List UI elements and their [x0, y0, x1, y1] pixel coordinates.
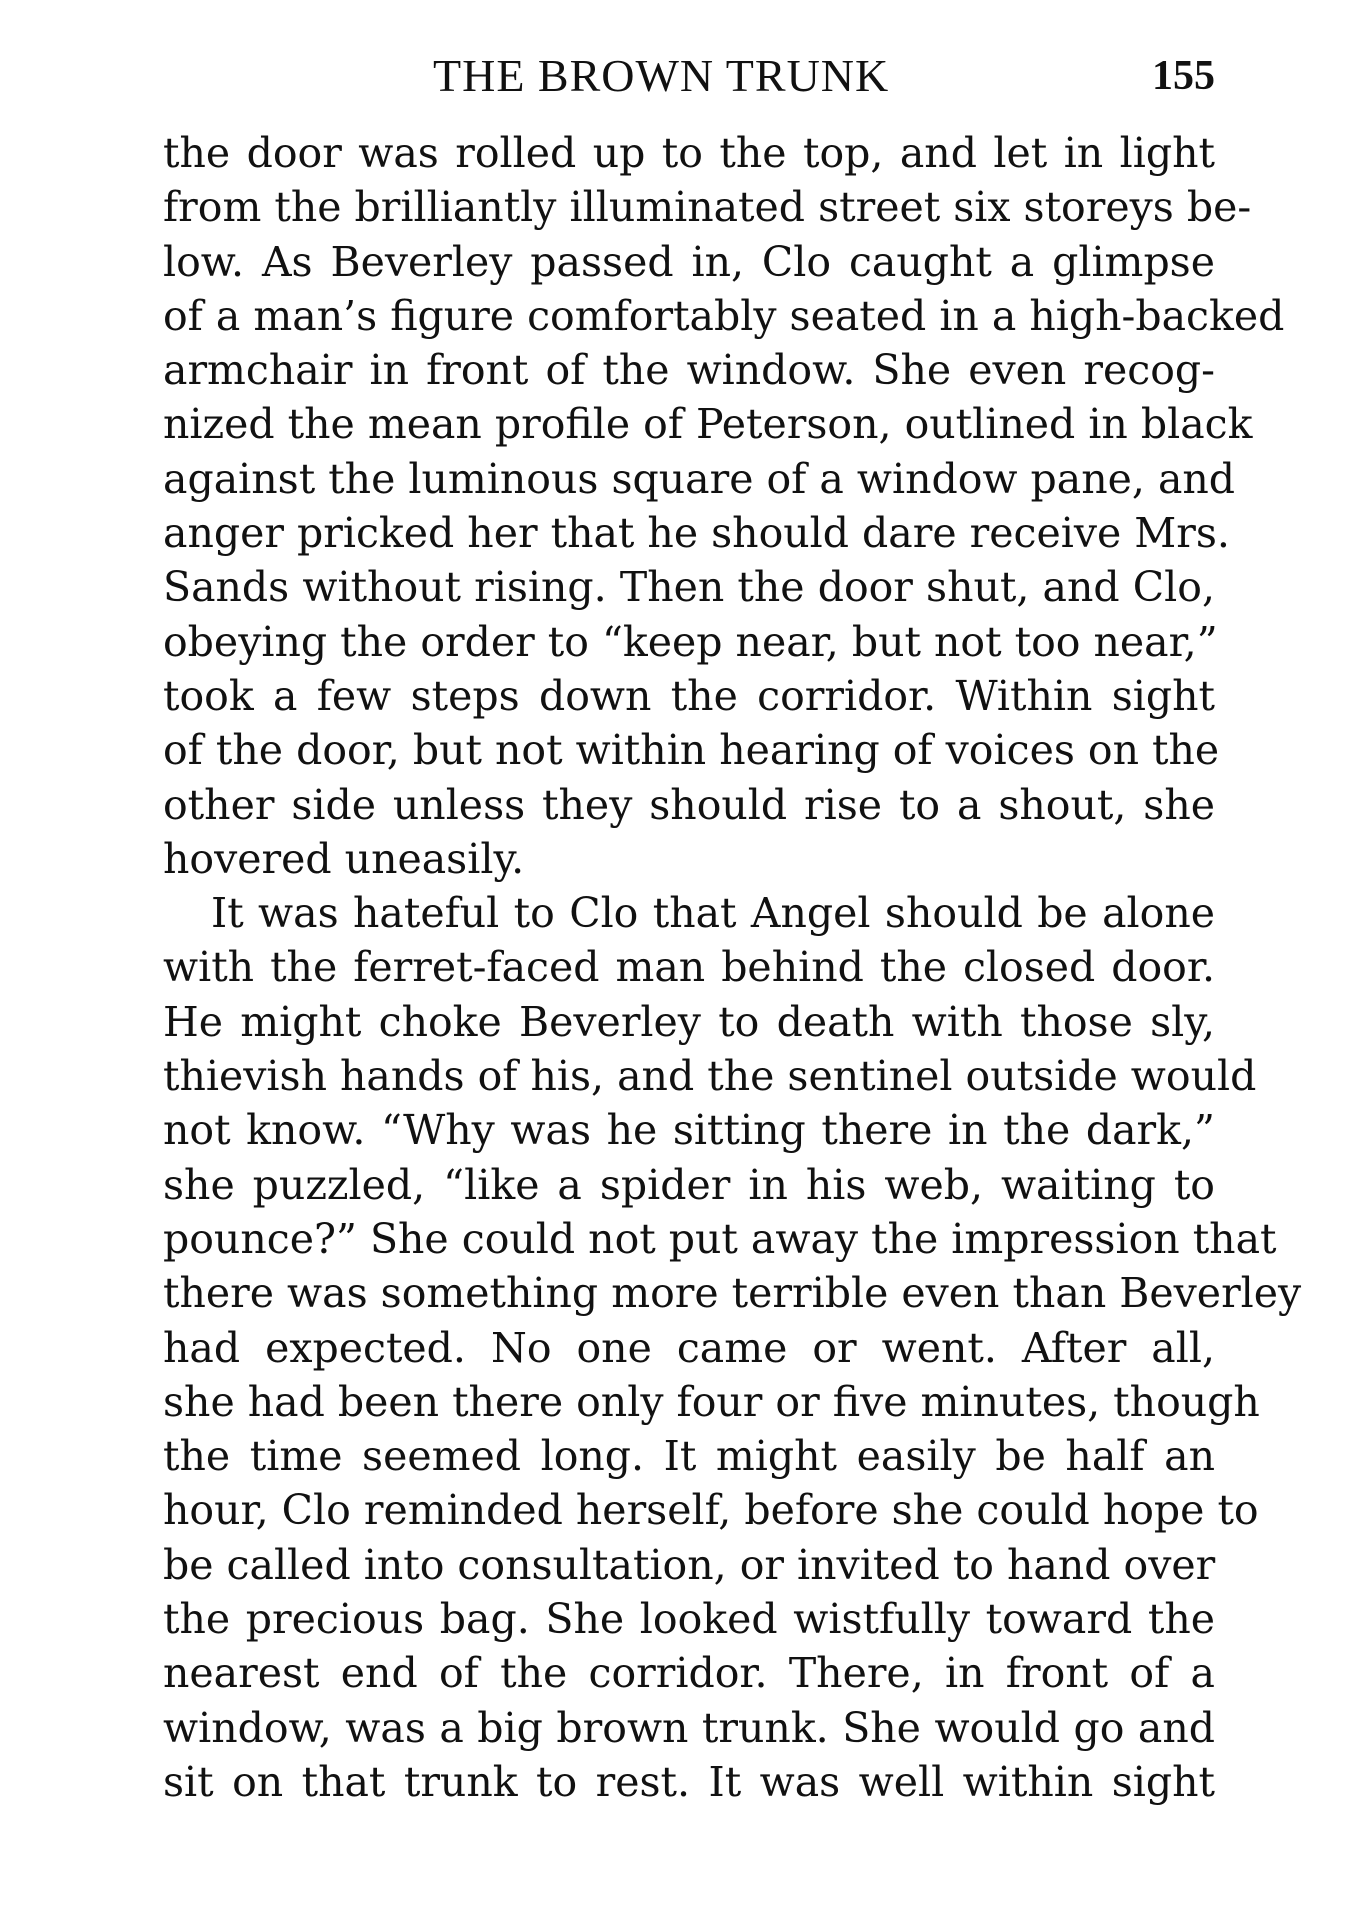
text-line: she puzzled, “like a spider in his web, waiting to [163, 1160, 1215, 1209]
text-line: obeying the order to “keep near, but not too near,” [163, 617, 1218, 666]
text-line: took a few steps down the corridor. Within sight [163, 671, 1215, 720]
text-line: with the ferret-faced man behind the closed door. [163, 943, 1215, 992]
running-title: THE BROWN TRUNK [433, 50, 890, 101]
text-line: window, was a big brown trunk. She would go and [163, 1703, 1215, 1752]
paragraph-end-line: hovered uneasily. [163, 834, 525, 883]
text-line: be called into consultation, or invited to hand over [163, 1540, 1216, 1589]
text-line: hour, Clo reminded herself, before she could hope to [163, 1486, 1259, 1535]
text-line: nearest end of the corridor. There, in front of a [163, 1649, 1215, 1698]
page-number: 155 [1152, 53, 1215, 99]
paragraph-start-line: It was hateful to Clo that Angel should be alone [211, 889, 1215, 938]
text-line: low. As Beverley passed in, Clo caught a glimpse [163, 237, 1215, 286]
text-line: there was something more terrible even than Beverley [163, 1269, 1302, 1318]
text-line: of the door, but not within hearing of voices on the [163, 726, 1220, 775]
text-line: anger pricked her that he should dare receive Mrs. [163, 509, 1230, 558]
text-line: nized the mean profile of Peterson, outlined in black [163, 400, 1253, 449]
text-line: other side unless they should rise to a shout, she [163, 780, 1215, 829]
running-head [163, 44, 1215, 108]
text-line: she had been there only four or five minutes, though [163, 1377, 1260, 1426]
text-line: He might choke Beverley to death with those sly, [163, 997, 1215, 1046]
text-line: armchair in front of the window. She even recog- [163, 346, 1215, 395]
text-line: sit on that trunk to rest. It was well within sight [163, 1757, 1215, 1806]
text-line: thievish hands of his, and the sentinel outside would [163, 1052, 1257, 1101]
text-line: the door was rolled up to the top, and let in light [163, 129, 1215, 177]
text-line: pounce?” She could not put away the impression that [163, 1214, 1277, 1263]
body-text [163, 126, 1302, 1809]
text-line: had expected. No one came or went. After all, [163, 1323, 1215, 1372]
text-line: against the luminous square of a window pane, and [163, 454, 1236, 503]
text-line: from the brilliantly illuminated street six storeys be- [163, 183, 1252, 232]
text-line: not know. “Why was he sitting there in the dark,” [163, 1106, 1215, 1155]
text-line: of a man’s figure comfortably seated in a high-backed [163, 291, 1285, 340]
text-line: the time seemed long. It might easily be half an [163, 1432, 1215, 1481]
text-line: Sands without rising. Then the door shut, and Clo, [163, 563, 1215, 612]
text-line: the precious bag. She looked wistfully toward the [163, 1595, 1215, 1644]
